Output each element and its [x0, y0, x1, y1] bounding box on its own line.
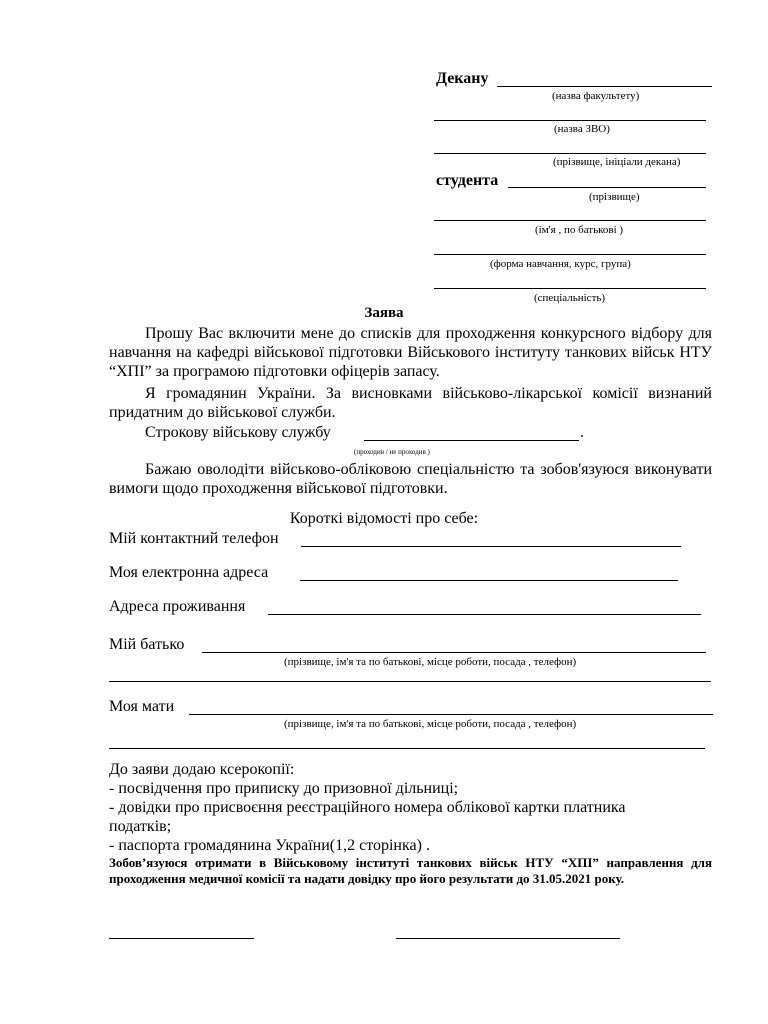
- specialty-caption: (спеціальність): [534, 292, 606, 304]
- page-title: Заява: [364, 305, 404, 321]
- service-dot: .: [580, 424, 584, 441]
- paragraph-request-text: Прошу Вас включити мене до списків для проходження конкурсного відбору для навчання на кафедрі військової підготовки Військового інституту танкових військ НТУ “ХПІ” за програмою підготовки офіцерів запасу.: [109, 325, 712, 380]
- mother-caption: (прізвище, ім'я та по батькові, місце роботи, посада , телефон): [284, 718, 577, 730]
- zvo-caption: (назва ЗВО): [554, 123, 610, 135]
- email-field[interactable]: [300, 580, 678, 581]
- surname-caption: (прізвище): [589, 191, 640, 203]
- surname-field[interactable]: [508, 187, 706, 188]
- mother-field-extra[interactable]: [109, 748, 705, 749]
- phone-field[interactable]: [301, 546, 681, 547]
- dean-label: Декану: [436, 70, 489, 87]
- mother-field[interactable]: [189, 714, 713, 715]
- phone-label: Мій контактний телефон: [109, 530, 279, 547]
- attachments-list: [109, 760, 626, 855]
- father-caption: (прізвище, ім'я та по батькові, місце роботи, посада , телефон): [284, 656, 577, 668]
- paragraph-desire-text: Бажаю оволодіти військово-обліковою спеціальністю та зобов'язуюся виконувати вимоги щодо проходження військової підготовки.: [109, 461, 712, 497]
- father-field[interactable]: [202, 652, 706, 653]
- service-label: Строкову військову службу: [145, 424, 331, 441]
- paragraph-desire: [109, 460, 712, 498]
- service-field[interactable]: [364, 440, 579, 441]
- faculty-caption: (назва факультету): [552, 90, 640, 102]
- zvo-field[interactable]: [434, 120, 706, 121]
- faculty-field[interactable]: [497, 86, 712, 87]
- attachment-item: - довідки про присвоєння реєстраційного номера облікової картки платника: [109, 799, 626, 816]
- form-caption: (форма навчання, курс, група): [490, 258, 631, 270]
- email-label: Моя електронна адреса: [109, 564, 269, 581]
- dean-name-caption: (прізвище, ініціали декана): [553, 156, 681, 168]
- address-field[interactable]: [268, 614, 701, 615]
- paragraph-citizen-text: Я громадянин України. За висновками військово-лікарської комісії визнаний придатним до військової служби.: [109, 385, 712, 421]
- name-field[interactable]: [434, 220, 706, 221]
- attachment-item-continuation: податків;: [109, 818, 172, 835]
- attachment-item: - паспорта громадянина України(1,2 сторінка) .: [109, 837, 430, 854]
- dean-name-field[interactable]: [434, 153, 706, 154]
- name-caption: (ім'я , по батькові ): [535, 224, 624, 236]
- paragraph-citizen: [109, 384, 712, 422]
- date-field[interactable]: [109, 938, 254, 939]
- service-caption: (проходив / не проходив ): [354, 448, 430, 456]
- obligation-paragraph: Зобов’язуюся отримати в Військовому інституті танкових військ НТУ “ХПІ” направлення для проходження медичної комісії та надати довідку про його результати до 31.05.2021 року.: [109, 855, 712, 886]
- father-field-extra[interactable]: [109, 681, 711, 682]
- mother-label: Моя мати: [109, 698, 175, 715]
- student-label: студента: [436, 172, 499, 189]
- address-label: Адреса проживання: [109, 598, 246, 615]
- form-field[interactable]: [434, 254, 706, 255]
- specialty-field[interactable]: [434, 288, 706, 289]
- attachments-intro: До заяви додаю ксерокопії:: [109, 761, 295, 778]
- signature-field[interactable]: [396, 938, 620, 939]
- attachment-item: - посвідчення про приписку до призовної дільниці;: [109, 780, 459, 797]
- paragraph-request: [109, 324, 712, 381]
- about-heading: Короткі відомості про себе:: [289, 510, 479, 527]
- father-label: Мій батько: [109, 636, 185, 653]
